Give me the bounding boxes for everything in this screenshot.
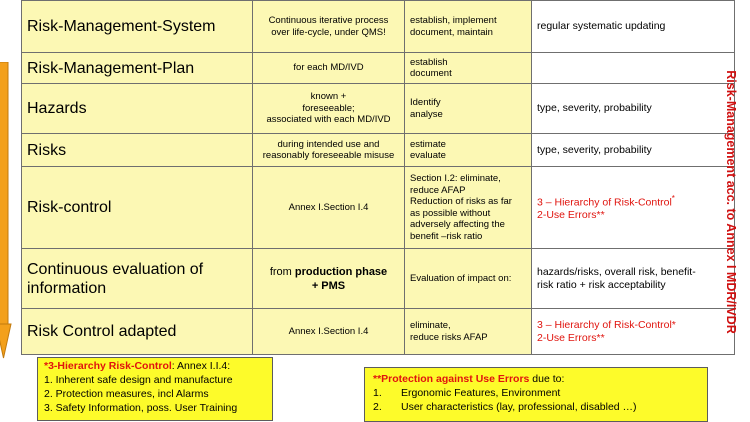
hierarchy-risk-control-box	[37, 357, 273, 421]
list-item: 1. Inherent safe design and manufacture	[44, 374, 233, 386]
row-title: Continuous evaluation of information	[22, 249, 253, 309]
row-action: Evaluation of impact on:	[405, 249, 532, 309]
row-title: Risk-control	[22, 167, 253, 249]
row-title: Risk-Management-Plan	[22, 53, 253, 84]
row-detail	[532, 167, 735, 249]
table-row	[22, 309, 735, 355]
row-action: Section I.2: eliminate, reduce AFAP Reduction of risks as far as possible without adversely affecting the benefit –risk ratio	[405, 167, 532, 249]
row-detail: hazards/risks, overall risk, benefit- risk ratio + risk acceptability	[532, 249, 735, 309]
row-action: Identify analyse	[405, 84, 532, 134]
row-scope: during intended use and reasonably foreseeable misuse	[253, 134, 405, 167]
row-detail	[532, 53, 735, 84]
row-title: Hazards	[22, 84, 253, 134]
use-errors-reference: 2-Use Errors**	[537, 331, 605, 344]
use-errors-box	[364, 367, 708, 422]
row-detail	[532, 309, 735, 355]
process-flow-arrow	[0, 62, 16, 362]
row-scope: Annex I.Section I.4	[253, 167, 405, 249]
row-detail: regular systematic updating	[532, 1, 735, 53]
table-row	[22, 167, 735, 249]
box-heading: **Protection against Use Errors due to:	[373, 373, 565, 385]
table-row	[22, 134, 735, 167]
hierarchy-reference: 3 – Hierarchy of Risk-Control*	[537, 194, 675, 209]
use-errors-reference: 2-Use Errors**	[537, 209, 605, 222]
box-heading: *3-Hierarchy Risk-Control: Annex I.I.4:	[44, 360, 231, 372]
row-action: establish document	[405, 53, 532, 84]
table-row	[22, 1, 735, 53]
row-detail: type, severity, probability	[532, 134, 735, 167]
row-scope: from production phase + PMS	[253, 249, 405, 309]
row-scope: known + foreseeable; associated with each MD/IVD	[253, 84, 405, 134]
row-scope: Continuous iterative process over life-cycle, under QMS!	[253, 1, 405, 53]
table-row	[22, 249, 735, 309]
list-item: 2. Protection measures, incl Alarms	[44, 388, 209, 400]
list-item: 3. Safety Information, poss. User Training	[44, 402, 238, 414]
row-action: establish, implement document, maintain	[405, 1, 532, 53]
row-action: eliminate, reduce risks AFAP	[405, 309, 532, 355]
side-label: Risk-Management acc. to Annex I MDR/IVDR	[724, 70, 738, 334]
hierarchy-reference: 3 – Hierarchy of Risk-Control*	[537, 319, 676, 331]
row-detail: type, severity, probability	[532, 84, 735, 134]
table-row	[22, 53, 735, 84]
list-item: 2. User characteristics (lay, professional, disabled …)	[373, 401, 637, 413]
list-item: 1. Ergonomic Features, Environment	[373, 387, 561, 399]
row-scope: for each MD/IVD	[253, 53, 405, 84]
row-title: Risk Control adapted	[22, 309, 253, 355]
row-action: estimate evaluate	[405, 134, 532, 167]
table-row	[22, 84, 735, 134]
row-title: Risk-Management-System	[22, 1, 253, 53]
risk-management-table	[21, 0, 735, 355]
row-title: Risks	[22, 134, 253, 167]
row-scope: Annex I.Section I.4	[253, 309, 405, 355]
